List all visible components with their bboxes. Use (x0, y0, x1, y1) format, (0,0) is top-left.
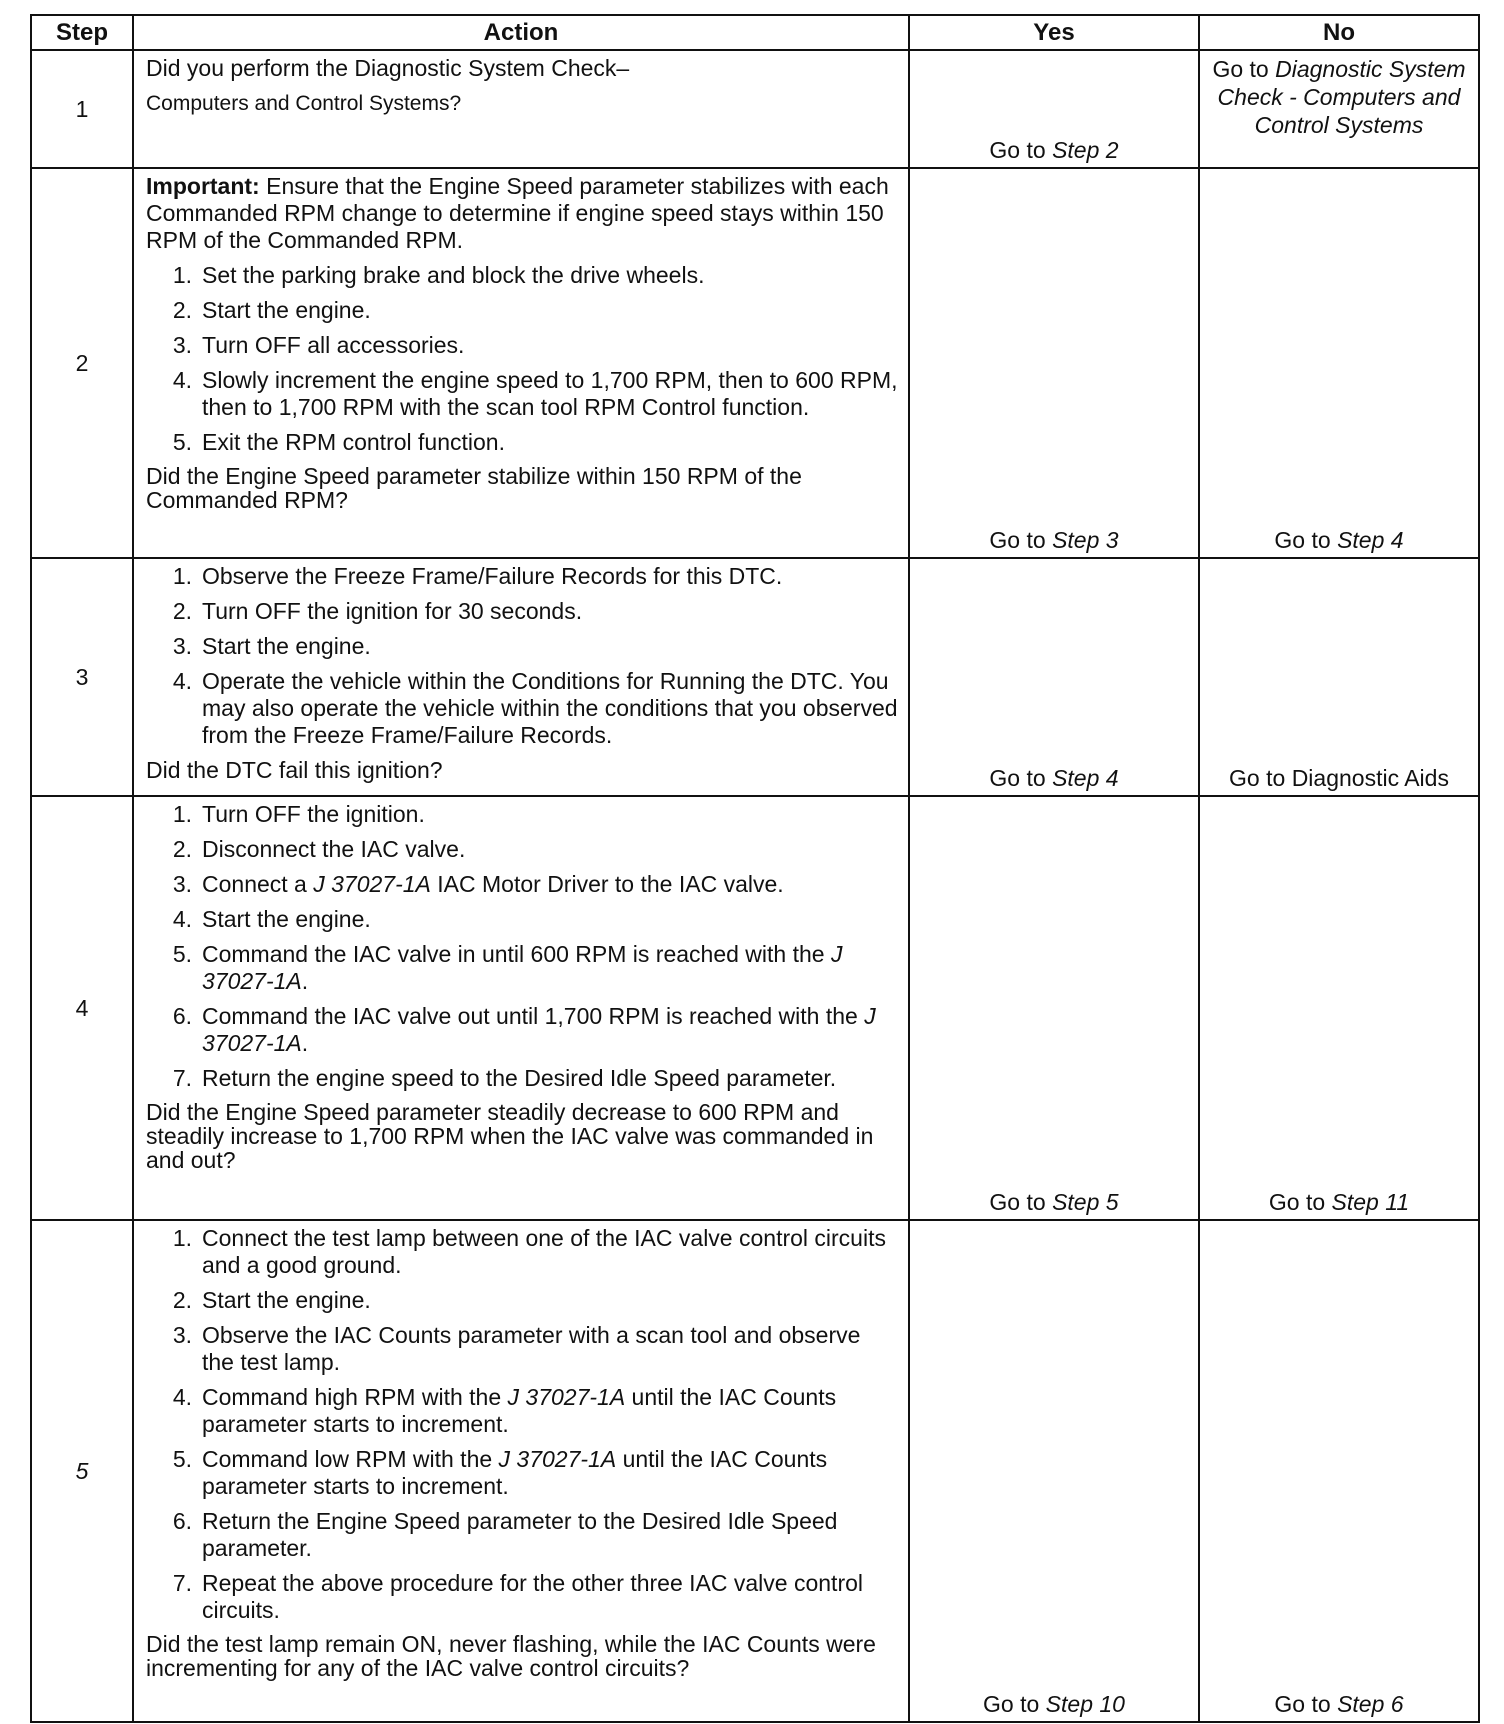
no-link[interactable]: Step 11 (1331, 1189, 1410, 1215)
no-prefix: Go to (1274, 1691, 1338, 1717)
action-cell (133, 1220, 909, 1722)
header-yes: Yes (909, 15, 1199, 50)
list-item: 6. Return the Engine Speed parameter to the Desired Idle Speed parameter. (172, 1508, 838, 1561)
tool-reference: J 37027-1A (498, 1446, 617, 1472)
no-cell (1199, 50, 1479, 168)
list-item: 1. Observe the Freeze Frame/Failure Records for this DTC. (172, 563, 783, 589)
step-number: 4 (31, 796, 133, 1220)
action-cell (133, 50, 909, 168)
action-cell (133, 168, 909, 558)
diagnostic-table (30, 14, 1480, 1723)
question-text: Did the test lamp remain ON, never flashing, while the IAC Counts were incrementing for any of the IAC valve control circuits? (146, 1631, 876, 1681)
tool-reference: J 37027-1A (202, 1003, 876, 1056)
list-item: 5. Command low RPM with the J 37027-1A until the IAC Counts parameter starts to increment. (172, 1446, 828, 1499)
yes-link[interactable]: Step 5 (1052, 1189, 1119, 1215)
step-list (146, 1225, 898, 1624)
yes-link[interactable]: Step 10 (1045, 1691, 1125, 1717)
important-label: Important: (146, 173, 260, 199)
header-step: Step (31, 15, 133, 50)
step-number: 3 (31, 558, 133, 796)
important-note (146, 173, 898, 254)
yes-prefix: Go to (989, 137, 1053, 163)
list-item: 3. Connect a J 37027-1A IAC Motor Driver to the IAC valve. (172, 871, 784, 897)
no-cell (1199, 558, 1479, 796)
yes-cell (909, 796, 1199, 1220)
no-prefix: Go to (1274, 527, 1338, 553)
list-item: 7. Return the engine speed to the Desired Idle Speed parameter. (172, 1065, 837, 1091)
yes-prefix: Go to (989, 765, 1053, 791)
header-action: Action (133, 15, 909, 50)
action-cell (133, 796, 909, 1220)
action-cell (133, 558, 909, 796)
action-text: Did you perform the Diagnostic System Check– (146, 55, 630, 81)
table-row-step-1 (31, 50, 1479, 168)
yes-cell (909, 50, 1199, 168)
step-number: 5 (31, 1220, 133, 1722)
no-link[interactable]: Step 4 (1337, 527, 1404, 553)
list-item: 4. Start the engine. (172, 906, 371, 932)
yes-link[interactable]: Step 3 (1052, 527, 1119, 553)
list-item: 6. Command the IAC valve out until 1,700 RPM is reached with the J 37027-1A. (172, 1003, 876, 1056)
list-item: 5. Exit the RPM control function. (172, 429, 505, 455)
yes-prefix: Go to (989, 1189, 1053, 1215)
no-cell (1199, 796, 1479, 1220)
list-item: 4. Operate the vehicle within the Conditions for Running the DTC. You may also operate the vehicle within the conditions that you observed from the Freeze Frame/Failure Records. (172, 668, 898, 748)
no-link[interactable]: Go to Diagnostic Aids (1229, 765, 1449, 791)
list-item: 4. Slowly increment the engine speed to 1,700 RPM, then to 600 RPM, then to 1,700 RPM with the scan tool RPM Control function. (172, 367, 898, 420)
header-no: No (1199, 15, 1479, 50)
no-cell (1199, 168, 1479, 558)
tool-reference: J 37027-1A (313, 871, 431, 897)
list-item: 2. Start the engine. (172, 297, 371, 323)
list-item: 1. Set the parking brake and block the drive wheels. (172, 262, 705, 288)
tool-reference: J 37027-1A (202, 941, 843, 994)
yes-link[interactable]: Step 4 (1052, 765, 1119, 791)
no-prefix: Go to (1268, 1189, 1332, 1215)
step-list (146, 262, 898, 456)
table-header-row (31, 15, 1479, 50)
no-cell (1199, 1220, 1479, 1722)
question-text: Did the Engine Speed parameter stabilize within 150 RPM of the Commanded RPM? (146, 463, 802, 513)
yes-prefix: Go to (983, 1691, 1046, 1717)
yes-prefix: Go to (989, 527, 1053, 553)
important-text: Ensure that the Engine Speed parameter stabilizes with each Commanded RPM change to determine if engine speed stays within 150 RPM of the Commanded RPM. (146, 173, 889, 253)
table-row-step-2 (31, 168, 1479, 558)
yes-link[interactable]: Step 2 (1052, 137, 1119, 163)
list-item: 2. Start the engine. (172, 1287, 371, 1313)
yes-cell (909, 168, 1199, 558)
question-text: Did the Engine Speed parameter steadily decrease to 600 RPM and steadily increase to 1,700 RPM when the IAC valve was commanded in and out? (146, 1099, 874, 1173)
tool-reference: J 37027-1A (507, 1384, 626, 1410)
list-item: 3. Turn OFF all accessories. (172, 332, 465, 358)
list-item: 2. Disconnect the IAC valve. (172, 836, 466, 862)
list-item: 3. Start the engine. (172, 633, 371, 659)
list-item: 1. Connect the test lamp between one of the IAC valve control circuits and a good ground. (172, 1225, 886, 1278)
list-item: 2. Turn OFF the ignition for 30 seconds. (172, 598, 583, 624)
table-row-step-3 (31, 558, 1479, 796)
list-item: 3. Observe the IAC Counts parameter with a scan tool and observe the test lamp. (172, 1322, 861, 1375)
step-list (146, 801, 898, 1092)
yes-cell (909, 1220, 1199, 1722)
list-item: 4. Command high RPM with the J 37027-1A until the IAC Counts parameter starts to increment. (172, 1384, 837, 1437)
step-list (146, 563, 898, 749)
table-row-step-4 (31, 796, 1479, 1220)
question-text: Did the DTC fail this ignition? (146, 757, 443, 783)
no-link[interactable]: Step 6 (1337, 1691, 1404, 1717)
action-text: Computers and Control Systems? (146, 92, 462, 115)
no-link[interactable]: Diagnostic System Check - Computers and Control Systems (1217, 56, 1466, 138)
list-item: 7. Repeat the above procedure for the other three IAC valve control circuits. (172, 1570, 864, 1623)
list-item: 1. Turn OFF the ignition. (172, 801, 425, 827)
table-row-step-5 (31, 1220, 1479, 1722)
step-number: 2 (31, 168, 133, 558)
list-item: 5. Command the IAC valve in until 600 RPM is reached with the J 37027-1A. (172, 941, 843, 994)
step-number: 1 (31, 50, 133, 168)
no-prefix: Go to (1212, 56, 1276, 82)
yes-cell (909, 558, 1199, 796)
